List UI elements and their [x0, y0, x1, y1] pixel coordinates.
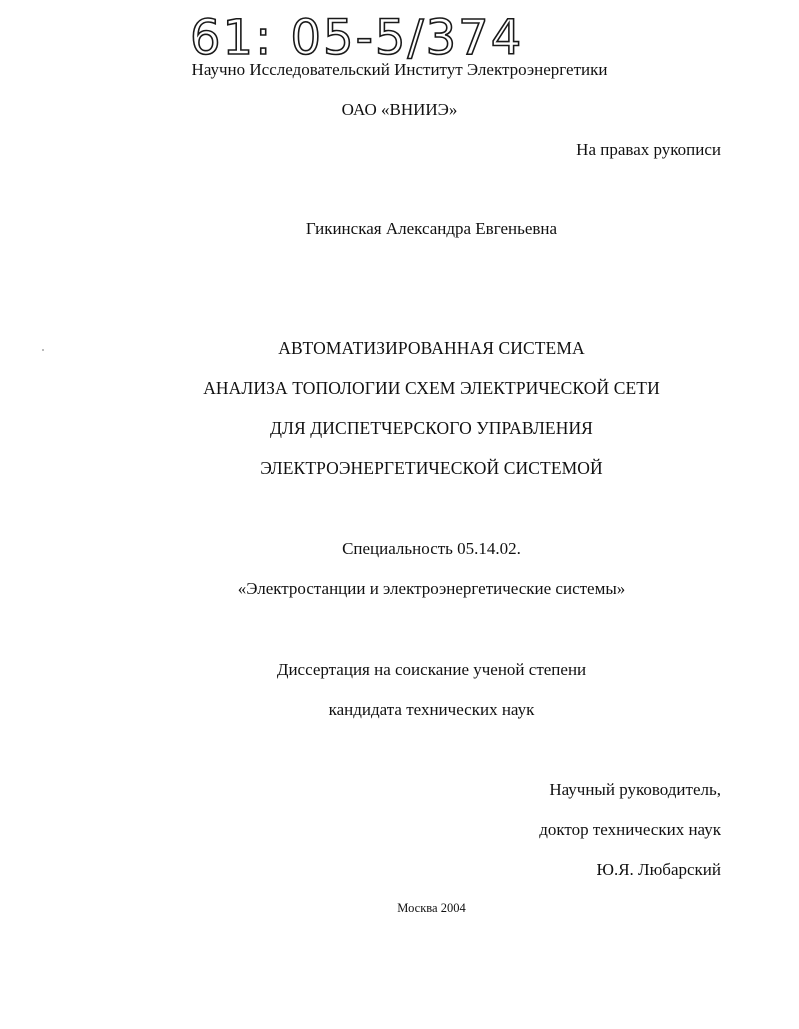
institute-name: Научно Исследовательский Институт Электроэнергетики [191, 60, 608, 79]
supervisor-name: Ю.Я. Любарский [596, 860, 721, 879]
title-line-4: ЭЛЕКТРОЭНЕРГЕТИЧЕСКОЙ СИСТЕМОЙ [260, 458, 603, 478]
specialty-code: Специальность 05.14.02. [342, 539, 521, 558]
handwritten-catalog-mark-text: 61: 05-5/374 [190, 10, 524, 64]
handwritten-catalog-mark [190, 4, 570, 64]
author-name: Гикинская Александра Евгеньевна [305, 219, 558, 238]
dissertation-line-2: кандидата технических наук [328, 700, 535, 719]
title-line-3: ДЛЯ ДИСПЕТЧЕРСКОГО УПРАВЛЕНИЯ [270, 418, 593, 438]
dissertation-line-1: Диссертация на соискание ученой степени [276, 660, 587, 679]
place-and-year: Москва 2004 [397, 901, 466, 915]
supervisor-role: Научный руководитель, [549, 780, 721, 799]
organization-name: ОАО «ВНИИЭ» [341, 100, 458, 119]
title-line-2: АНАЛИЗА ТОПОЛОГИИ СХЕМ ЭЛЕКТРИЧЕСКОЙ СЕТИ [203, 378, 660, 398]
specialty-name: «Электростанции и электроэнергетические системы» [237, 579, 626, 598]
manuscript-rights-note: На правах рукописи [576, 140, 721, 159]
title-line-1: АВТОМАТИЗИРОВАННАЯ СИСТЕМА [278, 338, 585, 358]
supervisor-degree: доктор технических наук [539, 820, 721, 839]
